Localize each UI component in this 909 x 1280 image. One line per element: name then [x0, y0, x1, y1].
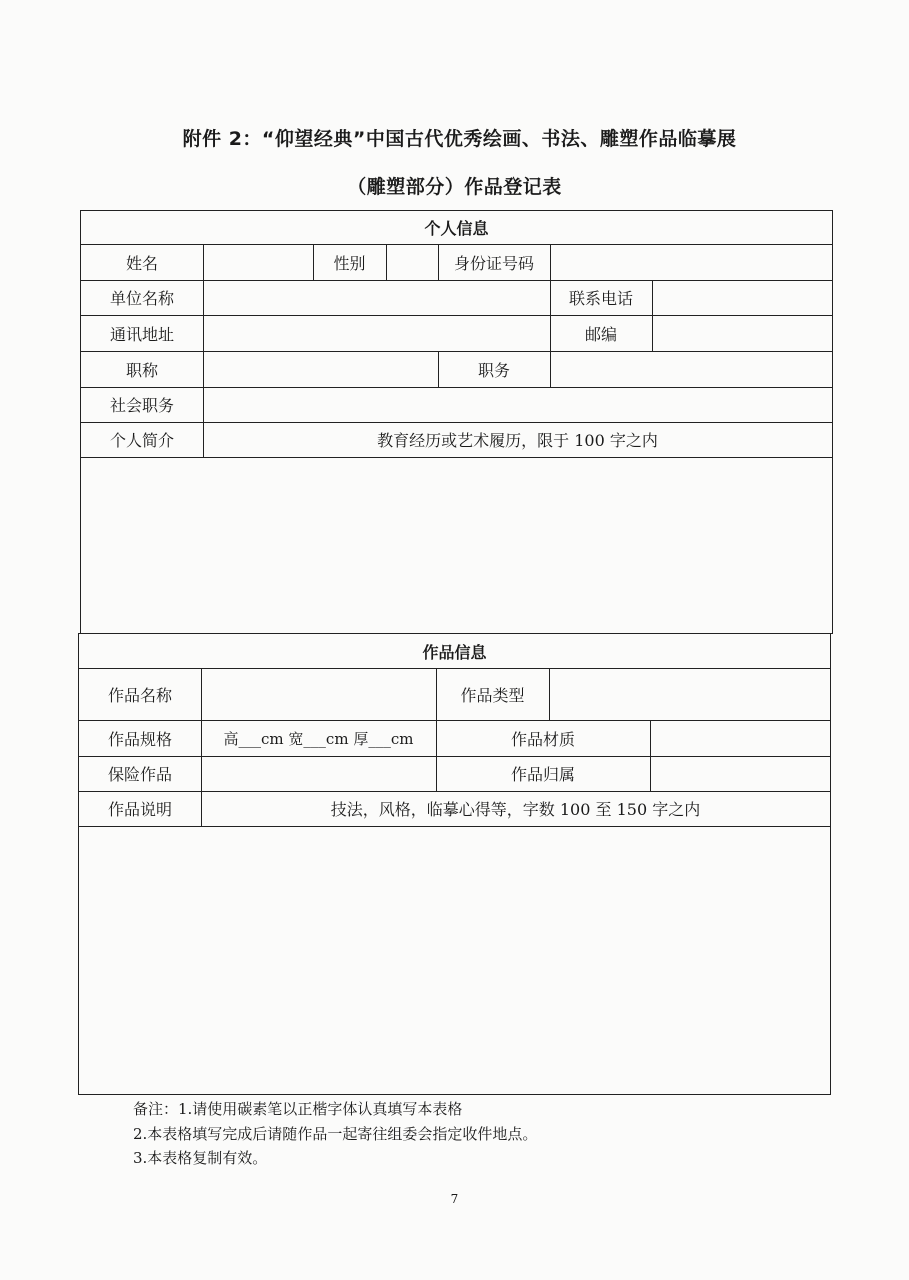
- work-name-label: 作品名称: [107, 685, 172, 705]
- insured-work-field[interactable]: [201, 756, 436, 791]
- position-label: 职务: [477, 360, 510, 380]
- work-material-field[interactable]: [650, 720, 830, 756]
- work-type-field[interactable]: [549, 668, 830, 720]
- name-label: 姓名: [125, 253, 158, 273]
- address-label: 通讯地址: [109, 324, 174, 344]
- work-spec-label: 作品规格: [107, 729, 172, 749]
- gender-label: 性别: [333, 253, 366, 273]
- postcode-label: 邮编: [584, 324, 617, 344]
- bio-label: 个人简介: [109, 431, 174, 450]
- work-owner-field[interactable]: [650, 756, 830, 791]
- personal-info-table: [80, 210, 833, 634]
- phone-label: 联系电话: [568, 289, 633, 308]
- postcode-field[interactable]: [652, 315, 832, 351]
- personal-info-header: 个人信息: [424, 219, 489, 238]
- name-field[interactable]: [203, 244, 313, 280]
- document-subtitle: （雕塑部分）作品登记表: [347, 176, 562, 198]
- social-position-label: 社会职务: [109, 396, 174, 415]
- unit-name-field[interactable]: [203, 280, 550, 315]
- work-desc-label: 作品说明: [107, 800, 172, 819]
- phone-field[interactable]: [652, 280, 832, 315]
- id-number-label: 身份证号码: [453, 253, 534, 273]
- social-position-field[interactable]: [203, 387, 832, 422]
- work-spec-field[interactable]: 高___cm 宽___cm 厚___cm: [223, 729, 414, 748]
- work-name-field[interactable]: [201, 668, 436, 720]
- note-line-3: 3.本表格复制有效。: [133, 1149, 268, 1167]
- work-info-header: 作品信息: [422, 642, 487, 662]
- id-number-field[interactable]: [550, 244, 832, 280]
- work-info-table: [78, 633, 831, 1095]
- title-label: 职称: [125, 360, 158, 380]
- note-line-2: 2.本表格填写完成后请随作品一起寄往组委会指定收件地点。: [133, 1125, 538, 1143]
- work-desc-hint: 技法，风格，临摹心得等，字数 100 至 150 字之内: [330, 800, 701, 819]
- address-field[interactable]: [203, 315, 550, 351]
- note-line-1: 备注：1.请使用碳素笔以正楷字体认真填写本表格: [133, 1100, 463, 1118]
- work-type-label: 作品类型: [460, 685, 525, 705]
- insured-work-label: 保险作品: [107, 765, 172, 784]
- title-field[interactable]: [203, 351, 438, 387]
- work-material-label: 作品材质: [510, 729, 575, 749]
- work-desc-field[interactable]: [79, 826, 830, 1094]
- bio-field[interactable]: [81, 457, 832, 633]
- gender-field[interactable]: [386, 244, 438, 280]
- position-field[interactable]: [550, 351, 832, 387]
- bio-hint: 教育经历或艺术履历，限于 100 字之内: [377, 431, 658, 450]
- page-number: 7: [450, 1192, 459, 1206]
- document-title: 附件 2：“仰望经典”中国古代优秀绘画、书法、雕塑作品临摹展: [182, 128, 737, 150]
- work-owner-label: 作品归属: [510, 765, 575, 784]
- unit-name-label: 单位名称: [109, 289, 174, 308]
